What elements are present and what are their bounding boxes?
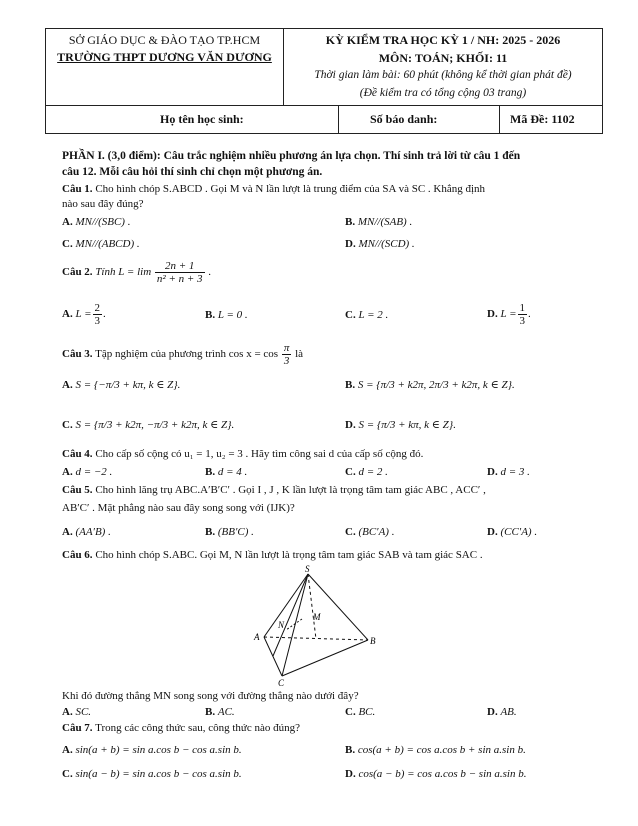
pyramid-figure: [250, 564, 380, 686]
option-a[interactable]: A. MN//(SBC) .: [62, 216, 131, 228]
option-b[interactable]: B. MN//(SAB) .: [345, 216, 413, 228]
limit-fraction: $\frac{2n + 1}{\text{n² + n + 3}}$: [156, 260, 203, 285]
option-b[interactable]: B. cos(a + b) = cos a.cos b + sin a.sin b.: [345, 744, 526, 756]
question-1: [62, 183, 485, 195]
subject-title: MÔN: TOÁN; KHỐI: 11: [378, 51, 508, 65]
edge-ac: [264, 637, 282, 676]
time-note: Thời gian làm bài: 60 phút (không kể thời gian phát đề): [314, 69, 572, 81]
question-2: Câu 2. Tính L = lim $\frac{2n + 1}{\text{n² + n + 3}}$ .: [62, 260, 212, 285]
option-a[interactable]: A. sin(a + b) = sin a.cos b − cos a.sin b.: [62, 744, 242, 756]
option-c[interactable]: C. BC.: [345, 706, 376, 718]
option-d[interactable]: D. AB.: [487, 706, 517, 718]
student-name-label: Họ tên học sinh:: [160, 112, 244, 126]
exam-code: Mã Đề: 1102: [510, 112, 575, 126]
option-a[interactable]: A. (AA′B) .: [62, 526, 111, 538]
option-d[interactable]: D. (CC′A) .: [487, 526, 538, 538]
label-s: S: [305, 564, 310, 574]
label-m: M: [313, 612, 321, 622]
page-count-note: (Đề kiểm tra có tổng cộng 03 trang): [359, 87, 527, 99]
header-divider: [499, 105, 500, 134]
option-c[interactable]: C. sin(a − b) = sin a.cos b − cos a.sin b.: [62, 768, 242, 780]
question-label: Câu 1.: [62, 183, 93, 195]
option-c[interactable]: C. S = {π/3 + k2π, −π/3 + k2π, k ∈ Z}.: [62, 419, 235, 431]
label-a: A: [254, 632, 260, 642]
edge-cb: [282, 640, 368, 676]
option-b[interactable]: B. L = 0 .: [205, 309, 248, 321]
label-b: B: [370, 636, 376, 646]
exam-title: KỲ KIỂM TRA HỌC KỲ 1 / NH: 2025 - 2026: [325, 33, 561, 47]
option-d[interactable]: D. L = $\frac{1}{3}$ .: [487, 302, 531, 327]
option-d[interactable]: D. d = 3 .: [487, 466, 530, 478]
question-text-cont: AB′C′ . Mặt phẳng nào sau đây song song với (IJK)?: [62, 502, 295, 514]
label-c: C: [278, 678, 285, 686]
option-d[interactable]: D. MN//(SCD) .: [345, 238, 415, 250]
option-a[interactable]: A. S = {−π/3 + kπ, k ∈ Z}.: [62, 379, 181, 391]
part-1-heading: PHẦN I. (3,0 điểm): Câu trắc nghiệm nhiều phương án lựa chọn. Thí sinh trả lời từ câu 1 đến: [62, 150, 521, 162]
label-n: N: [278, 620, 285, 630]
student-id-label: Số báo danh:: [370, 112, 438, 126]
option-d[interactable]: D. S = {π/3 + kπ, k ∈ Z}.: [345, 419, 456, 431]
option-b[interactable]: B. d = 4 .: [205, 466, 248, 478]
part-1-heading-cont: câu 12. Mỗi câu hỏi thí sinh chỉ chọn một phương án.: [62, 166, 323, 178]
option-c[interactable]: C. L = 2 .: [345, 309, 389, 321]
edge-sb: [308, 574, 368, 640]
question-text: Cho hình chóp S.ABCD . Gọi M và N lần lượt là trung điểm của SA và SC . Khẳng định: [95, 183, 486, 195]
option-c[interactable]: C. (BC′A) .: [345, 526, 395, 538]
option-c[interactable]: C. d = 2 .: [345, 466, 388, 478]
option-a[interactable]: A. L = $\frac{2}{3}$ .: [62, 302, 106, 327]
question-text-cont: Khi đó đường thẳng MN song song với đường thẳng nào dưới đây?: [62, 690, 359, 702]
option-c[interactable]: C. MN//(ABCD) .: [62, 238, 140, 250]
school-name: TRƯỜNG THPT DƯƠNG VĂN DƯƠNG: [57, 50, 272, 64]
header-row-divider: [45, 105, 603, 106]
question-7: Câu 7. Trong các công thức sau, công thức nào đúng?: [62, 722, 301, 734]
option-b[interactable]: B. S = {π/3 + k2π, 2π/3 + k2π, k ∈ Z}.: [345, 379, 515, 391]
median-s-ab: [308, 574, 316, 639]
question-6: Câu 6. Cho hình chóp S.ABC. Gọi M, N lần lượt là trọng tâm tam giác SAB và tam giác SAC .: [62, 549, 483, 561]
option-a[interactable]: A. SC.: [62, 706, 92, 718]
edge-sa: [264, 574, 308, 637]
option-d[interactable]: D. cos(a − b) = cos a.cos b − sin a.sin b.: [345, 768, 527, 780]
question-4: Câu 4. Cho cấp số cộng có u₁ = 1, u₂ = 3 . Hãy tìm công sai d của cấp số cộng đó.: [62, 448, 424, 460]
option-b[interactable]: B. (BB′C) .: [205, 526, 254, 538]
option-b[interactable]: B. AC.: [205, 706, 235, 718]
option-a[interactable]: A. d = −2 .: [62, 466, 113, 478]
question-text-cont: nào sau đây đúng?: [62, 198, 144, 210]
question-3: Câu 3. Tập nghiệm của phương trình cos x = cos $\frac{\pi}{3}$ là: [62, 342, 304, 367]
department-name: SỞ GIÁO DỤC & ĐÀO TẠO TP.HCM: [68, 33, 261, 47]
header-divider: [338, 105, 339, 134]
question-5: Câu 5. Cho hình lăng trụ ABC.A′B′C′ . Gọi I , J , K lần lượt là trọng tâm tam giác ABC , ACC′ ,: [62, 484, 486, 496]
